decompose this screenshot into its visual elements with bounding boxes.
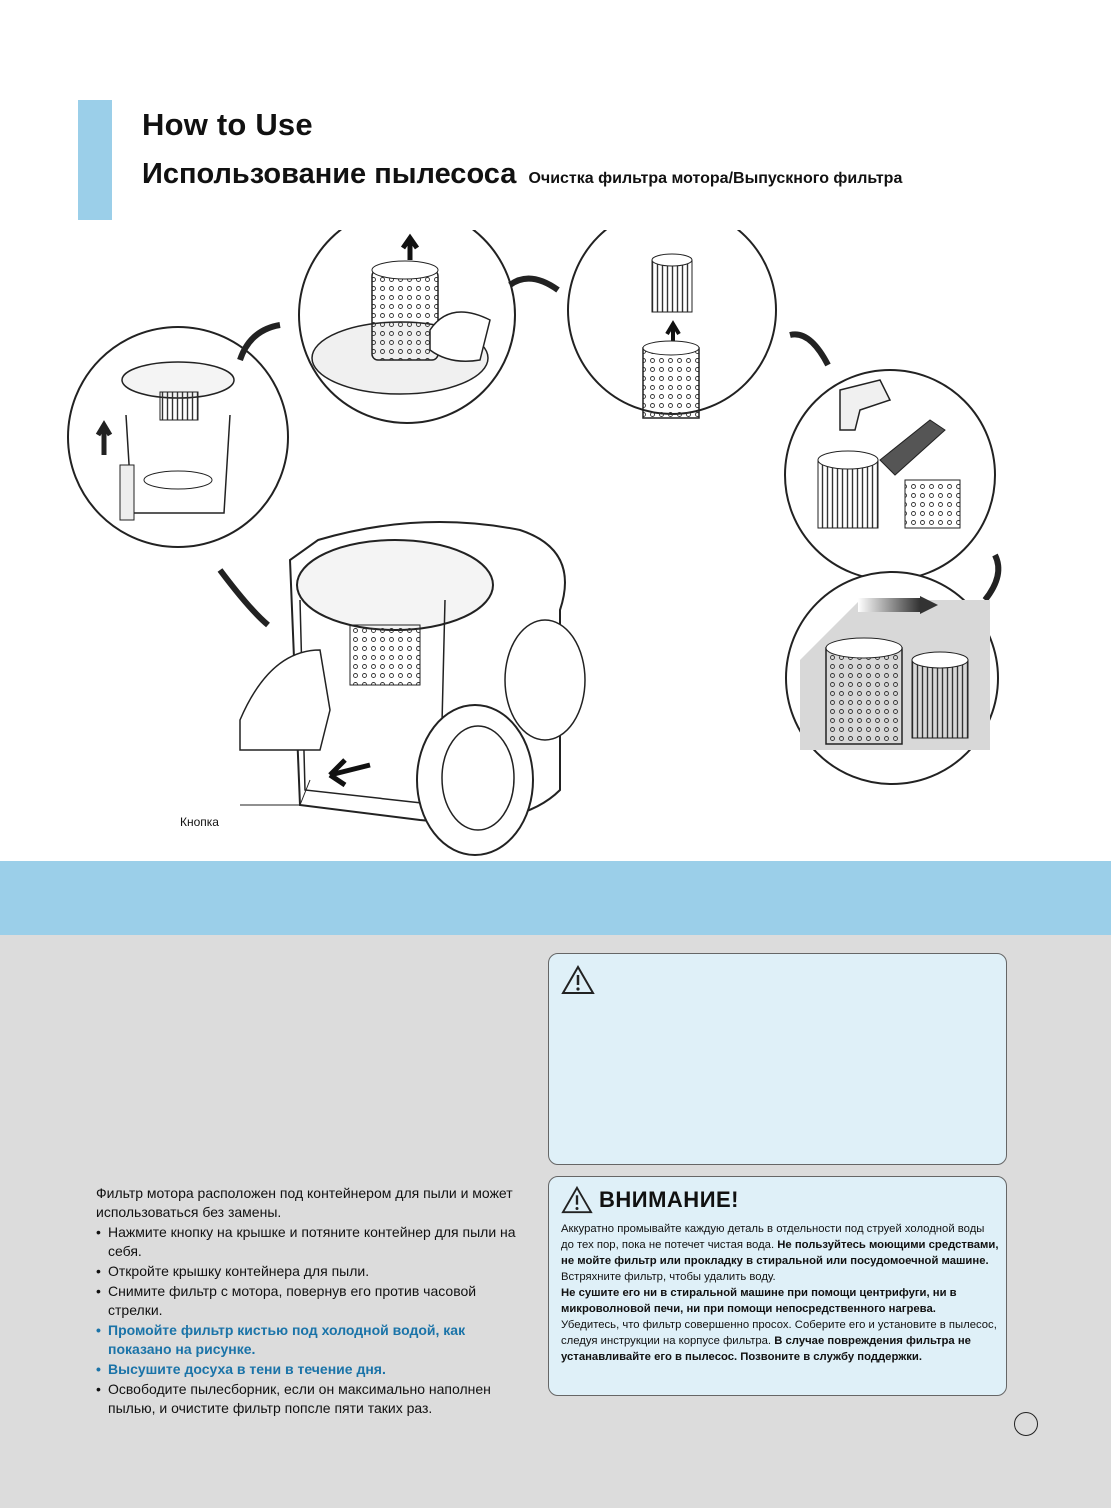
vacuum-cleaner-icon — [220, 522, 585, 855]
instructions — [96, 1184, 526, 1419]
caution-p2: Не пользуйтесь моющими средствами, не мойте фильтр или прокладку в стиральной или посудомоечной машине. — [561, 1239, 999, 1267]
page-subtitle: Очистка фильтра мотора/Выпускного фильтра — [528, 170, 903, 187]
filter-cleaning-illustration — [0, 230, 1111, 860]
arrow-icon — [510, 279, 558, 290]
caution-p6: В случае повреждения фильтра не устанавливайте его в пылесос. Позвоните в службу поддержки. — [561, 1335, 971, 1363]
blue-band — [0, 861, 1111, 935]
step-separate-filter — [568, 230, 776, 418]
step-wash-filter — [785, 370, 995, 580]
step-remove-filter — [299, 230, 515, 423]
title-ru-main: Использование пылесоса — [142, 158, 517, 190]
instructions-list — [96, 1223, 526, 1418]
step-dry-filter — [786, 572, 998, 784]
caution-p4: Не сушите его ни в стиральной машине при помощи центрифуги, ни в микроволновой печи, ни при помощи непосредственного нагрева. — [561, 1287, 957, 1315]
caution-p1: Аккуратно промывайте каждую деталь в отдельности под струей холодной воды до тех пор, пока не потечет чистая вода. — [561, 1223, 985, 1251]
button-label: Кнопка — [180, 815, 219, 829]
warning-icon — [561, 1185, 593, 1215]
arrow-icon — [790, 334, 828, 365]
caution-p5: Убедитесь, что фильтр совершенно просох. Соберите его и установите в пылесос, следуя инструкции на корпусе фильтра. — [561, 1319, 997, 1347]
list-item: • Откройте крышку контейнера для пыли. — [96, 1262, 526, 1281]
list-item: • Снимите фильтр с мотора, повернув его против часовой стрелки. — [96, 1282, 526, 1320]
step-open-container — [68, 327, 288, 547]
page-title: How to Use — [142, 107, 313, 142]
note-box — [548, 953, 1007, 1165]
list-item: • Освободите пылесборник, если он максимально наполнен пылью, и очистите фильтр попсле пяти таких раз. — [96, 1380, 526, 1418]
caution-header — [561, 1185, 739, 1215]
warning-icon — [561, 964, 595, 996]
page-title-ru — [142, 158, 902, 191]
list-item: • Нажмите кнопку на крышке и потяните контейнер для пыли на себя. — [96, 1223, 526, 1261]
caution-box — [548, 1176, 1007, 1396]
list-item: • Высушите досуха в тени в течение дня. — [96, 1360, 526, 1379]
instructions-intro: Фильтр мотора расположен под контейнером для пыли и может использоваться без замены. — [96, 1185, 513, 1220]
caution-title: ВНИМАНИЕ! — [599, 1187, 740, 1212]
arrow-icon — [985, 555, 998, 600]
page-number-circle — [1014, 1412, 1038, 1436]
caution-p3: Встряхните фильтр, чтобы удалить воду. — [561, 1271, 776, 1283]
section-tab — [78, 100, 112, 220]
list-item: • Промойте фильтр кистью под холодной водой, как показано на рисунке. — [96, 1321, 526, 1359]
caution-text — [561, 1221, 999, 1365]
